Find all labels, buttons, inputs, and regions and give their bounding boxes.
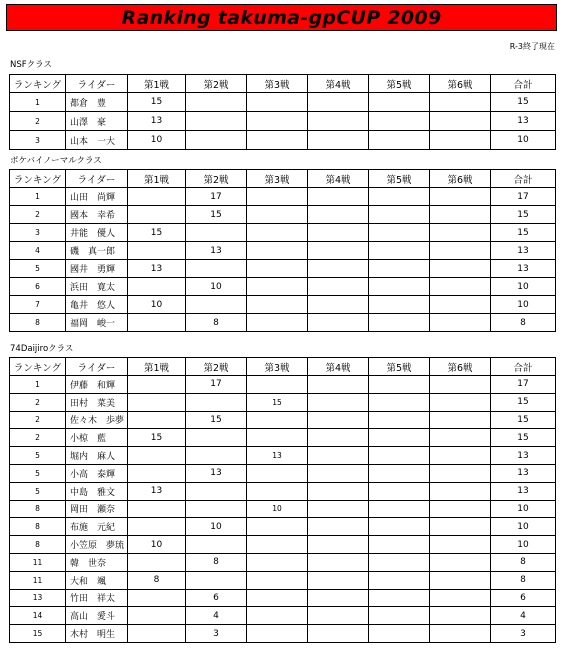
r6-cell — [430, 278, 491, 296]
r3-cell — [247, 188, 308, 206]
rank-cell: 5 — [10, 464, 66, 482]
table-row — [10, 464, 556, 482]
rank-cell: 14 — [10, 607, 66, 625]
r6-cell — [430, 376, 491, 394]
r5-cell — [369, 500, 430, 518]
r4-cell — [308, 429, 369, 447]
rank-cell: 11 — [10, 571, 66, 589]
r3-cell — [247, 278, 308, 296]
table-row — [10, 188, 556, 206]
r4-cell — [308, 242, 369, 260]
rank-cell: 2 — [10, 411, 66, 429]
rank-cell: 8 — [10, 314, 66, 332]
title-banner — [6, 4, 557, 31]
r4-cell — [308, 206, 369, 224]
r1-cell — [128, 518, 186, 536]
r1-cell: 13 — [128, 260, 186, 278]
r5-cell — [369, 482, 430, 500]
r3-cell — [247, 625, 308, 643]
table-row — [10, 224, 556, 242]
header-r3: 第3戦 — [247, 358, 308, 376]
rider-cell: 都倉 豊 — [66, 93, 128, 112]
r3-cell — [247, 206, 308, 224]
ranking-table-nsf — [9, 74, 556, 150]
header-r6: 第6戦 — [430, 75, 491, 93]
header-rank: ランキング — [10, 75, 66, 93]
r4-cell — [308, 500, 369, 518]
rider-cell: 山田 尚輝 — [66, 188, 128, 206]
r2-cell: 8 — [186, 553, 247, 571]
total-cell: 10 — [491, 536, 556, 554]
r2-cell: 10 — [186, 518, 247, 536]
rider-cell: 伊藤 和輝 — [66, 376, 128, 394]
total-cell: 10 — [491, 518, 556, 536]
r4-cell — [308, 553, 369, 571]
r6-cell — [430, 296, 491, 314]
r6-cell — [430, 393, 491, 411]
r2-cell: 8 — [186, 314, 247, 332]
r3-cell: 13 — [247, 447, 308, 465]
total-cell: 3 — [491, 625, 556, 643]
rider-cell: 竹田 祥太 — [66, 589, 128, 607]
r5-cell — [369, 429, 430, 447]
r2-cell — [186, 93, 247, 112]
r3-cell — [247, 553, 308, 571]
r1-cell — [128, 206, 186, 224]
rider-cell: 山本 一大 — [66, 131, 128, 150]
r5-cell — [369, 536, 430, 554]
total-cell: 15 — [491, 411, 556, 429]
r6-cell — [430, 206, 491, 224]
total-cell: 8 — [491, 314, 556, 332]
table-row — [10, 296, 556, 314]
rank-cell: 5 — [10, 482, 66, 500]
r1-cell — [128, 464, 186, 482]
r1-cell — [128, 589, 186, 607]
r2-cell — [186, 482, 247, 500]
header-rank: ランキング — [10, 170, 66, 188]
rider-cell: 小高 泰輝 — [66, 464, 128, 482]
r5-cell — [369, 625, 430, 643]
r6-cell — [430, 625, 491, 643]
r4-cell — [308, 518, 369, 536]
rider-cell: 福岡 峻一 — [66, 314, 128, 332]
rider-cell: 亀井 悠人 — [66, 296, 128, 314]
rider-cell: 田村 菜美 — [66, 393, 128, 411]
r2-cell — [186, 447, 247, 465]
rider-cell: 小椋 藍 — [66, 429, 128, 447]
header-r6: 第6戦 — [430, 170, 491, 188]
r3-cell — [247, 429, 308, 447]
r6-cell — [430, 93, 491, 112]
r5-cell — [369, 553, 430, 571]
table-row — [10, 314, 556, 332]
class-title-nsf: NSFクラス — [10, 60, 52, 70]
table-row — [10, 589, 556, 607]
rank-cell: 6 — [10, 278, 66, 296]
r3-cell — [247, 131, 308, 150]
r1-cell: 8 — [128, 571, 186, 589]
r1-cell — [128, 393, 186, 411]
r6-cell — [430, 571, 491, 589]
r4-cell — [308, 482, 369, 500]
r2-cell: 15 — [186, 206, 247, 224]
r5-cell — [369, 447, 430, 465]
r5-cell — [369, 242, 430, 260]
r6-cell — [430, 131, 491, 150]
r2-cell: 13 — [186, 242, 247, 260]
rank-cell: 7 — [10, 296, 66, 314]
r2-cell: 13 — [186, 464, 247, 482]
r5-cell — [369, 260, 430, 278]
rank-cell: 1 — [10, 188, 66, 206]
rank-cell: 13 — [10, 589, 66, 607]
table-row — [10, 571, 556, 589]
r1-cell — [128, 314, 186, 332]
total-cell: 13 — [491, 260, 556, 278]
r3-cell — [247, 536, 308, 554]
table-row — [10, 625, 556, 643]
header-total: 合計 — [491, 170, 556, 188]
r1-cell: 10 — [128, 131, 186, 150]
r5-cell — [369, 131, 430, 150]
table-row — [10, 93, 556, 112]
header-r1: 第1戦 — [128, 358, 186, 376]
r1-cell: 15 — [128, 429, 186, 447]
r3-cell — [247, 296, 308, 314]
r1-cell: 15 — [128, 224, 186, 242]
rider-cell: 井能 優人 — [66, 224, 128, 242]
r1-cell: 10 — [128, 296, 186, 314]
header-rank: ランキング — [10, 358, 66, 376]
header-r3: 第3戦 — [247, 170, 308, 188]
table-row — [10, 393, 556, 411]
header-r1: 第1戦 — [128, 170, 186, 188]
rider-cell: 高山 愛斗 — [66, 607, 128, 625]
table-row — [10, 429, 556, 447]
table-row — [10, 482, 556, 500]
r3-cell — [247, 314, 308, 332]
total-cell: 10 — [491, 296, 556, 314]
table-row — [10, 131, 556, 150]
table-row — [10, 411, 556, 429]
r4-cell — [308, 188, 369, 206]
header-r2: 第2戦 — [186, 358, 247, 376]
r1-cell — [128, 607, 186, 625]
r3-cell — [247, 571, 308, 589]
class-title-pokebike: ポケバイノーマルクラス — [10, 156, 102, 166]
r3-cell — [247, 482, 308, 500]
r4-cell — [308, 112, 369, 131]
r5-cell — [369, 188, 430, 206]
r1-cell: 13 — [128, 482, 186, 500]
r6-cell — [430, 482, 491, 500]
table-row — [10, 553, 556, 571]
r3-cell: 10 — [247, 500, 308, 518]
total-cell: 10 — [491, 131, 556, 150]
r4-cell — [308, 376, 369, 394]
r5-cell — [369, 296, 430, 314]
header-r3: 第3戦 — [247, 75, 308, 93]
r2-cell — [186, 429, 247, 447]
total-cell: 13 — [491, 464, 556, 482]
total-cell: 10 — [491, 278, 556, 296]
table-row — [10, 607, 556, 625]
rank-cell: 2 — [10, 112, 66, 131]
rider-cell: 岡田 瀬奈 — [66, 500, 128, 518]
rank-cell: 8 — [10, 500, 66, 518]
r4-cell — [308, 411, 369, 429]
r2-cell — [186, 224, 247, 242]
r6-cell — [430, 536, 491, 554]
rider-cell: 中島 雅文 — [66, 482, 128, 500]
r4-cell — [308, 625, 369, 643]
r1-cell — [128, 242, 186, 260]
r4-cell — [308, 296, 369, 314]
r4-cell — [308, 93, 369, 112]
header-r5: 第5戦 — [369, 170, 430, 188]
r3-cell — [247, 518, 308, 536]
rider-cell: 大和 颯 — [66, 571, 128, 589]
rider-cell: 小笠原 夢琉 — [66, 536, 128, 554]
r5-cell — [369, 464, 430, 482]
rank-cell: 5 — [10, 447, 66, 465]
r6-cell — [430, 518, 491, 536]
rank-cell: 2 — [10, 429, 66, 447]
r6-cell — [430, 589, 491, 607]
r5-cell — [369, 393, 430, 411]
header-r1: 第1戦 — [128, 75, 186, 93]
total-cell: 4 — [491, 607, 556, 625]
header-r6: 第6戦 — [430, 358, 491, 376]
header-rider: ライダー — [66, 170, 128, 188]
r1-cell — [128, 376, 186, 394]
total-cell: 17 — [491, 188, 556, 206]
header-r4: 第4戦 — [308, 170, 369, 188]
r6-cell — [430, 429, 491, 447]
r5-cell — [369, 224, 430, 242]
rank-cell: 8 — [10, 536, 66, 554]
r5-cell — [369, 411, 430, 429]
r2-cell: 15 — [186, 411, 247, 429]
table-row — [10, 518, 556, 536]
total-cell: 8 — [491, 571, 556, 589]
r5-cell — [369, 112, 430, 131]
ranking-table-pokebike — [9, 169, 556, 332]
r1-cell — [128, 447, 186, 465]
r4-cell — [308, 131, 369, 150]
rider-cell: 佐々木 歩夢 — [66, 411, 128, 429]
total-cell: 13 — [491, 242, 556, 260]
table-row — [10, 242, 556, 260]
r1-cell — [128, 625, 186, 643]
r4-cell — [308, 464, 369, 482]
rank-cell: 4 — [10, 242, 66, 260]
table-row — [10, 447, 556, 465]
r5-cell — [369, 278, 430, 296]
r4-cell — [308, 607, 369, 625]
r3-cell — [247, 607, 308, 625]
header-rider: ライダー — [66, 358, 128, 376]
header-r4: 第4戦 — [308, 358, 369, 376]
r2-cell: 3 — [186, 625, 247, 643]
total-cell: 15 — [491, 429, 556, 447]
rider-cell: 磯 真一郎 — [66, 242, 128, 260]
rank-cell: 11 — [10, 553, 66, 571]
r6-cell — [430, 224, 491, 242]
r4-cell — [308, 224, 369, 242]
r2-cell — [186, 571, 247, 589]
r3-cell — [247, 464, 308, 482]
r5-cell — [369, 571, 430, 589]
r1-cell — [128, 411, 186, 429]
r5-cell — [369, 314, 430, 332]
r6-cell — [430, 500, 491, 518]
r6-cell — [430, 242, 491, 260]
status-text: R-3終了現在 — [509, 42, 555, 51]
r4-cell — [308, 536, 369, 554]
rank-cell: 8 — [10, 518, 66, 536]
r5-cell — [369, 93, 430, 112]
table-row — [10, 206, 556, 224]
rank-cell: 2 — [10, 393, 66, 411]
r2-cell — [186, 500, 247, 518]
r1-cell — [128, 553, 186, 571]
rank-cell: 3 — [10, 131, 66, 150]
r2-cell — [186, 296, 247, 314]
r1-cell: 13 — [128, 112, 186, 131]
r1-cell — [128, 278, 186, 296]
rank-cell: 15 — [10, 625, 66, 643]
r6-cell — [430, 464, 491, 482]
table-row — [10, 376, 556, 394]
rank-cell: 2 — [10, 206, 66, 224]
r1-cell: 10 — [128, 536, 186, 554]
r6-cell — [430, 411, 491, 429]
r4-cell — [308, 393, 369, 411]
r6-cell — [430, 314, 491, 332]
rider-cell: 堀内 麻人 — [66, 447, 128, 465]
rider-cell: 國井 勇輝 — [66, 260, 128, 278]
header-total: 合計 — [491, 75, 556, 93]
page-title: Ranking takuma-gpCUP 2009 — [121, 6, 442, 29]
r5-cell — [369, 376, 430, 394]
rider-cell: 浜田 寛太 — [66, 278, 128, 296]
rider-cell: 山澤 豪 — [66, 112, 128, 131]
table-row — [10, 112, 556, 131]
header-r2: 第2戦 — [186, 75, 247, 93]
total-cell: 8 — [491, 553, 556, 571]
r5-cell — [369, 518, 430, 536]
r6-cell — [430, 260, 491, 278]
total-cell: 15 — [491, 93, 556, 112]
header-rider: ライダー — [66, 75, 128, 93]
ranking-table-daijiro — [9, 357, 556, 643]
rider-cell: 布施 元紀 — [66, 518, 128, 536]
r1-cell — [128, 188, 186, 206]
r4-cell — [308, 571, 369, 589]
r5-cell — [369, 206, 430, 224]
rank-cell: 5 — [10, 260, 66, 278]
r6-cell — [430, 447, 491, 465]
r5-cell — [369, 607, 430, 625]
total-cell: 15 — [491, 206, 556, 224]
rank-cell: 1 — [10, 93, 66, 112]
r2-cell: 10 — [186, 278, 247, 296]
r2-cell — [186, 112, 247, 131]
r3-cell: 15 — [247, 393, 308, 411]
total-cell: 17 — [491, 376, 556, 394]
table-row — [10, 278, 556, 296]
total-cell: 13 — [491, 482, 556, 500]
total-cell: 15 — [491, 393, 556, 411]
header-total: 合計 — [491, 358, 556, 376]
rider-cell: 國本 幸希 — [66, 206, 128, 224]
r1-cell: 15 — [128, 93, 186, 112]
r4-cell — [308, 589, 369, 607]
r2-cell — [186, 131, 247, 150]
total-cell: 13 — [491, 447, 556, 465]
r4-cell — [308, 260, 369, 278]
table-row — [10, 260, 556, 278]
rider-cell: 韓 世奈 — [66, 553, 128, 571]
total-cell: 10 — [491, 500, 556, 518]
r6-cell — [430, 188, 491, 206]
r3-cell — [247, 112, 308, 131]
rank-cell: 1 — [10, 376, 66, 394]
r5-cell — [369, 589, 430, 607]
r4-cell — [308, 447, 369, 465]
table-row — [10, 536, 556, 554]
r1-cell — [128, 500, 186, 518]
r2-cell — [186, 393, 247, 411]
r3-cell — [247, 260, 308, 278]
r2-cell: 6 — [186, 589, 247, 607]
r3-cell — [247, 224, 308, 242]
r2-cell: 17 — [186, 376, 247, 394]
r2-cell — [186, 536, 247, 554]
r3-cell — [247, 411, 308, 429]
r4-cell — [308, 278, 369, 296]
class-title-daijiro: 74Daijiroクラス — [10, 344, 74, 354]
table-row — [10, 500, 556, 518]
r6-cell — [430, 607, 491, 625]
header-r2: 第2戦 — [186, 170, 247, 188]
r6-cell — [430, 553, 491, 571]
r2-cell — [186, 260, 247, 278]
header-r5: 第5戦 — [369, 358, 430, 376]
header-r4: 第4戦 — [308, 75, 369, 93]
r2-cell: 4 — [186, 607, 247, 625]
r6-cell — [430, 112, 491, 131]
r2-cell: 17 — [186, 188, 247, 206]
header-r5: 第5戦 — [369, 75, 430, 93]
r3-cell — [247, 589, 308, 607]
r3-cell — [247, 93, 308, 112]
rank-cell: 3 — [10, 224, 66, 242]
total-cell: 15 — [491, 224, 556, 242]
r3-cell — [247, 242, 308, 260]
total-cell: 6 — [491, 589, 556, 607]
total-cell: 13 — [491, 112, 556, 131]
r3-cell — [247, 376, 308, 394]
rider-cell: 木村 明生 — [66, 625, 128, 643]
r4-cell — [308, 314, 369, 332]
